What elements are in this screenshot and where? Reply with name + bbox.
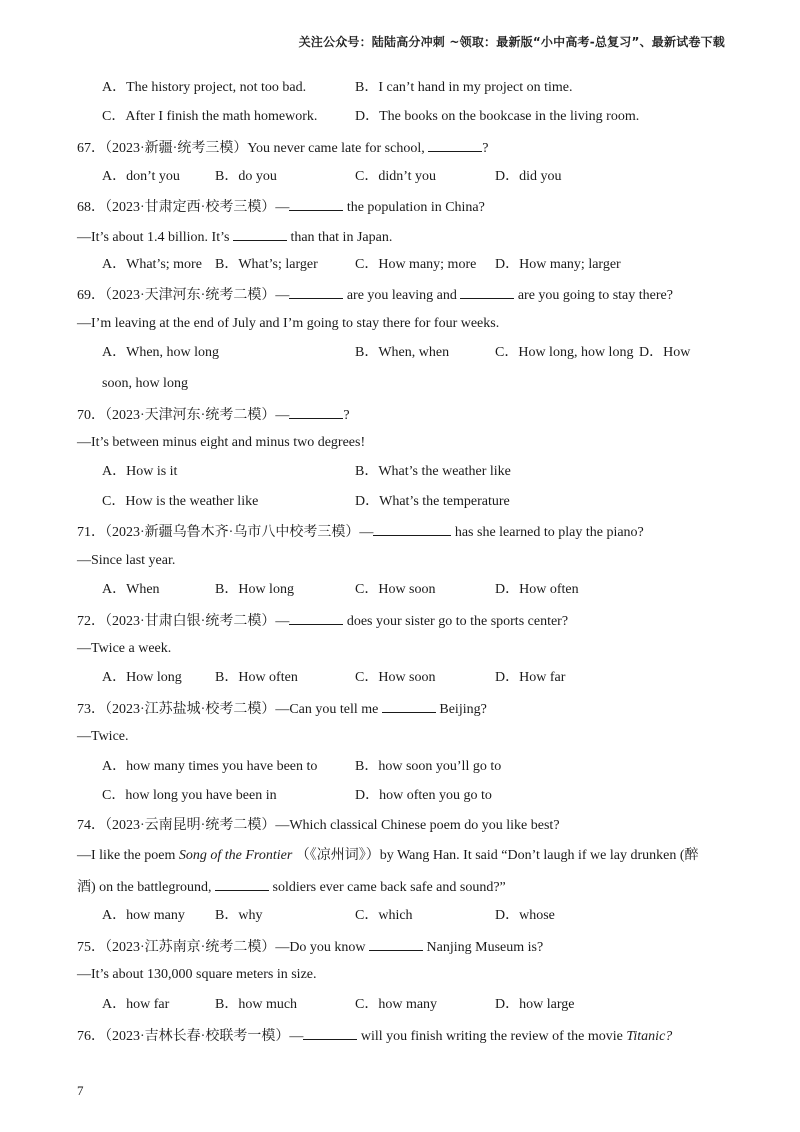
q68-stem-end: the population in China? xyxy=(346,200,485,215)
q75-stem xyxy=(77,937,543,957)
q72-option-b: B．How often xyxy=(215,670,298,685)
q69-option-a: A．When, how long xyxy=(102,345,220,360)
q69-stem-mid: are you leaving and xyxy=(346,288,457,303)
q71-option-c: C．How soon xyxy=(355,582,436,597)
q69-option-d: D．How xyxy=(639,345,691,360)
q68-response xyxy=(77,227,392,247)
q71-response: —Since last year. xyxy=(77,553,176,568)
q69-option-d-cont: soon, how long xyxy=(102,376,188,391)
q75-response: —It’s about 130,000 square meters in size. xyxy=(77,967,317,982)
q75-option-c: C．how many xyxy=(355,997,438,1012)
q72-option-d: D．How far xyxy=(495,670,566,685)
q74-stem: 74．（2023·云南昆明·统考二模）—Which classical Chinese poem do you like best? xyxy=(77,818,560,833)
q75-stem-text: 75．（2023·江苏南京·统考二模）—Do you know xyxy=(77,940,366,955)
q74-response-end: （《凉州词》）by Wang Han. It said “Don’t laugh if we lay drunken (醉 xyxy=(295,848,699,863)
q74-option-b: B．why xyxy=(215,908,263,923)
q75-option-a: A．how far xyxy=(102,997,170,1012)
answer-blank xyxy=(289,197,343,211)
q67-stem xyxy=(77,138,488,158)
q73-option-b: B．how soon you’ll go to xyxy=(355,759,502,774)
answer-blank xyxy=(428,138,482,152)
q70-option-d: D．What’s the temperature xyxy=(355,494,510,509)
q74-option-a: A．how many xyxy=(102,908,185,923)
answer-blank xyxy=(460,285,514,299)
q75-option-d: D．how large xyxy=(495,997,575,1012)
answer-blank xyxy=(373,522,451,536)
q69-option-b: B．When, when xyxy=(355,345,450,360)
q72-option-a: A．How long xyxy=(102,670,182,685)
q74-option-d: D．whose xyxy=(495,908,555,923)
q68-stem xyxy=(77,197,485,217)
answer-blank xyxy=(289,611,343,625)
q70-stem xyxy=(77,405,350,425)
q76-stem xyxy=(77,1026,672,1046)
q70-option-a: A．How is it xyxy=(102,464,178,479)
q74-option-c: C．which xyxy=(355,908,413,923)
q69-stem xyxy=(77,285,673,305)
q70-option-b: B．What’s the weather like xyxy=(355,464,511,479)
q73-option-a: A．how many times you have been to xyxy=(102,759,318,774)
page-number: 7 xyxy=(77,1083,84,1098)
q70-stem-text: 70．（2023·天津河东·统考二模）— xyxy=(77,408,290,423)
q71-option-d: D．How often xyxy=(495,582,579,597)
answer-blank xyxy=(382,699,436,713)
q69-option-c: C．How long, how long xyxy=(495,345,634,360)
q71-option-a: A．When xyxy=(102,582,160,597)
q73-stem xyxy=(77,699,487,719)
q73-option-d: D．how often you go to xyxy=(355,788,492,803)
q75-option-b: B．how much xyxy=(215,997,298,1012)
q68-stem-text: 68．（2023·甘肃定西·校考三模）— xyxy=(77,200,290,215)
q71-stem-text: 71．（2023·新疆乌鲁木齐·乌市八中校考三模）— xyxy=(77,525,374,540)
q67-stem-text: 67．（2023·新疆·统考三模）You never came late for school, xyxy=(77,141,425,156)
q67-option-c: C．didn’t you xyxy=(355,169,437,184)
q68-option-d: D．How many; larger xyxy=(495,257,621,272)
answer-blank xyxy=(215,877,269,891)
q70-stem-end: ? xyxy=(343,408,350,423)
q71-stem-end: has she learned to play the piano? xyxy=(454,525,644,540)
q73-response: —Twice. xyxy=(77,729,129,744)
q75-stem-end: Nanjing Museum is? xyxy=(426,940,544,955)
answer-blank xyxy=(289,285,343,299)
q69-response: —I’m leaving at the end of July and I’m going to stay there for four weeks. xyxy=(77,316,500,331)
poem-title: Song of the Frontier xyxy=(178,848,293,863)
page-header: 关注公众号：陆陆高分冲刺 ~领取：最新版“小中高考-总复习”、最新试卷下载 xyxy=(298,35,725,49)
q68-option-c: C．How many; more xyxy=(355,257,477,272)
q69-stem-end: are you going to stay there? xyxy=(517,288,673,303)
q74-cont-end: soldiers ever came back safe and sound?” xyxy=(272,880,506,895)
q66-option-d: D．The books on the bookcase in the living room. xyxy=(355,109,640,124)
q72-response: —Twice a week. xyxy=(77,641,172,656)
answer-blank xyxy=(369,937,423,951)
q68-response-end: than that in Japan. xyxy=(290,230,393,245)
q68-response-text: —It’s about 1.4 billion. It’s xyxy=(77,230,230,245)
q72-stem-end: does your sister go to the sports center? xyxy=(346,614,569,629)
answer-blank xyxy=(303,1026,357,1040)
q74-response-cont xyxy=(77,877,506,897)
answer-blank xyxy=(289,405,343,419)
q67-option-d: D．did you xyxy=(495,169,562,184)
answer-blank xyxy=(233,227,287,241)
q74-cont-text: 酒) on the battleground, xyxy=(77,880,212,895)
q76-stem-mid: will you finish writing the review of the movie xyxy=(360,1029,623,1044)
q69-stem-text: 69．（2023·天津河东·统考二模）— xyxy=(77,288,290,303)
q66-option-c: C．After I finish the math homework. xyxy=(102,109,318,124)
q67-stem-end: ? xyxy=(482,141,489,156)
q76-stem-text: 76．（2023·吉林长春·校联考一模）— xyxy=(77,1029,304,1044)
movie-title: Titanic? xyxy=(626,1029,673,1044)
q66-option-b: B．I can’t hand in my project on time. xyxy=(355,80,573,95)
q73-stem-text: 73．（2023·江苏盐城·校考二模）—Can you tell me xyxy=(77,702,379,717)
q73-option-c: C．how long you have been in xyxy=(102,788,277,803)
q66-option-a: A．The history project, not too bad. xyxy=(102,80,307,95)
q74-response-text: —I like the poem xyxy=(77,848,176,863)
q72-stem xyxy=(77,611,568,631)
q67-option-a: A．don’t you xyxy=(102,169,180,184)
q68-option-a: A．What’s; more xyxy=(102,257,202,272)
q70-option-c: C．How is the weather like xyxy=(102,494,259,509)
q68-option-b: B．What’s; larger xyxy=(215,257,318,272)
q72-stem-text: 72．（2023·甘肃白银·统考二模）— xyxy=(77,614,290,629)
q71-stem xyxy=(77,522,644,542)
q74-response xyxy=(77,847,699,865)
q73-stem-end: Beijing? xyxy=(439,702,487,717)
q67-option-b: B．do you xyxy=(215,169,277,184)
q72-option-c: C．How soon xyxy=(355,670,436,685)
q70-response: —It’s between minus eight and minus two degrees! xyxy=(77,435,366,450)
q71-option-b: B．How long xyxy=(215,582,294,597)
